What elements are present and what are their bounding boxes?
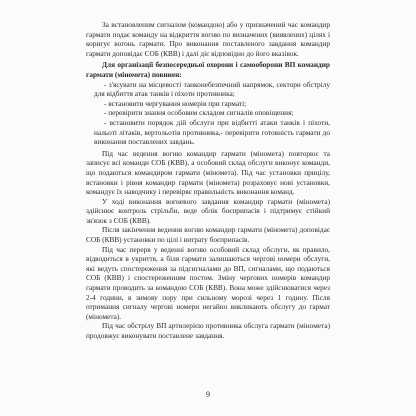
list-item-crew-procedure: - встановити порядок дій обслуги при відбитті атаки танків і піхоти, нальоті літаків, вертольотів противника,- перевірити готовність гармати до виконання поставлених завдань. <box>94 117 330 147</box>
paragraph-fire-control: У ході виконання вогневого завдання командир гармати (міномета) здійснює контроль стрільби, веде облік боєприпасів і підтримує стійкий зв'язок з СОБ (КВВ). <box>86 196 330 225</box>
paragraph-fire-command: За встановленим сигналом (командою) або у призначений час командир гармати подає команду на відкриття вогню по визначених (виявлених) цілях і коригує вогонь гармати. Про виконання поставленого завдання командир гармати доповідає СОБ (КВВ) і далі діє відповідно до його вказівок. <box>86 20 330 58</box>
page-body <box>86 20 330 341</box>
list-item-tank-direction: - з'ясувати на місцевості танконебезпечний напрямок, сектори обстрілу для відбиття атак танків і піхоти противника; <box>94 79 330 99</box>
paragraph-after-fire: Після закінчення ведення вогню командир гармати (міномета) доповідає СОБ (КВВ) установки по цілі і витрату боєприпасів. <box>86 225 330 245</box>
list-item-alert-signals: - перевірити знання особовим складом сигналів оповіщення; <box>104 108 294 118</box>
page-number: 9 <box>206 390 210 399</box>
paragraph-under-attack: Під час обстрілу ВП артилерією противника обслуга гармати (міномета) продовжує виконувати поставлене завдання. <box>86 321 330 340</box>
paragraph-during-fire: Під час ведення вогню командир гармати (міномета) повторює та записує всі команди СОБ (КВВ), а особовий склад обслуги виконує команди, що подаються командиром гармати (міномета). Під час установки прицілу, встановки і рівня командир гармати (міномета) розраховує нові установки, командує їх наводчику і перевіряє правильність виконання команд. <box>86 148 330 197</box>
paragraph-fire-breaks: Під час перерв у веденні вогню особовий склад обслуги, як правило, відводиться в укриття, а біля гармати залишаються чергові номери обслуги, які ведуть спостереження за підсигналами до ВП, сигналами, що подаються СОБ (КВВ) і спостереженням постом. Зміну чергових номерів командир гармати проводить за командою СОБ (КВВ). Вона може здійснюватися через 2-4 години, в зимову пору при сильному морозі через 1 годину. Після отримання сигналу чергові номери негайно викликають обслугу до гармат (міномета). <box>86 244 330 321</box>
list-item-duty-crew: - встановити чергування номерів при гарматі; <box>104 98 247 108</box>
paragraph-defense-heading: Для організації безпосередньої охорони і самооборони ВП командир гармати (міномета) повинен: <box>86 60 330 79</box>
